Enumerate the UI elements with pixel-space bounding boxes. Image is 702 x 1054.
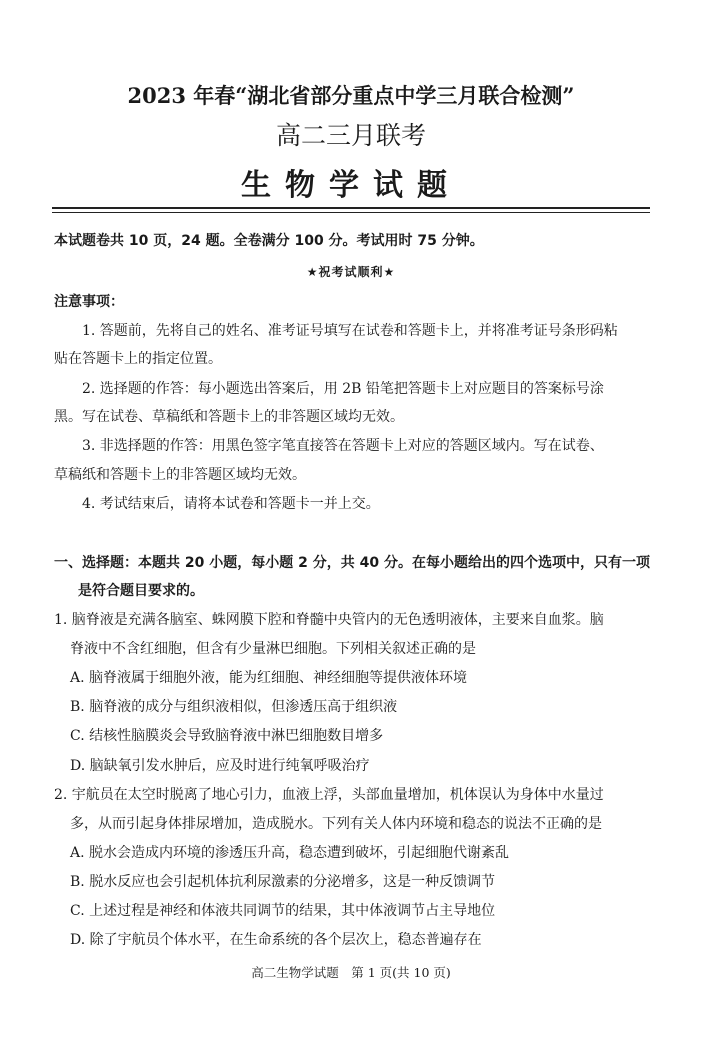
section-1-heading: 一、选择题：本题共 20 小题，每小题 2 分，共 40 分。在每小题给出的四个选项中，只有一项 bbox=[54, 555, 650, 571]
note-4: 4. 考试结束后，请将本试卷和答题卡一并上交。 bbox=[82, 496, 380, 512]
note-2-line-2: 黑。写在试卷、草稿纸和答题卡上的非答题区域均无效。 bbox=[54, 409, 404, 425]
note-2-line-1: 2. 选择题的作答：每小题选出答案后，用 2B 铅笔把答题卡上对应题目的答案标号涂 bbox=[82, 381, 604, 397]
notes-heading: 注意事项： bbox=[54, 294, 124, 310]
exam-series-title: 2023 年春“湖北省部分重点中学三月联合检测” bbox=[127, 83, 575, 108]
note-1-line-1: 1. 答题前，先将自己的姓名、准考证号填写在试卷和答题卡上，并将准考证号条形码粘 bbox=[82, 323, 618, 339]
exam-subtitle: 高二三月联考 bbox=[275, 121, 426, 150]
exam-subject-title: 生物学试题 bbox=[241, 168, 461, 203]
good-luck-note: ★祝考试顺利★ bbox=[306, 265, 396, 279]
q1-option-d: D. 脑缺氧引发水肿后，应及时进行纯氧呼吸治疗 bbox=[70, 758, 370, 774]
q2-option-a: A. 脱水会造成内环境的渗透压升高，稳态遭到破坏，引起细胞代谢紊乱 bbox=[70, 845, 510, 861]
q1-stem-line-1: 1. 脑脊液是充满各脑室、蛛网膜下腔和脊髓中央管内的无色透明液体，主要来自血浆。脑 bbox=[54, 612, 604, 628]
note-3-line-1: 3. 非选择题的作答：用黑色签字笔直接答在答题卡上对应的答题区域内。写在试卷、 bbox=[82, 438, 604, 454]
title-rule-thick bbox=[52, 207, 650, 209]
q1-option-a: A. 脑脊液属于细胞外液，能为红细胞、神经细胞等提供液体环境 bbox=[70, 670, 468, 686]
section-1-heading-cont: 是符合题目要求的。 bbox=[78, 583, 204, 599]
q2-option-d: D. 除了宇航员个体水平，在生命系统的各个层次上，稳态普遍存在 bbox=[70, 932, 482, 948]
note-1-line-2: 贴在答题卡上的指定位置。 bbox=[54, 351, 222, 367]
page-footer: 高二生物学试题 第 1 页(共 10 页) bbox=[251, 965, 451, 980]
q1-stem-line-2: 脊液中不含红细胞，但含有少量淋巴细胞。下列相关叙述正确的是 bbox=[70, 641, 476, 657]
q1-option-c: C. 结核性脑膜炎会导致脑脊液中淋巴细胞数目增多 bbox=[70, 728, 384, 744]
q2-stem-line-2: 多，从而引起身体排尿增加，造成脱水。下列有关人体内环境和稳态的说法不正确的是 bbox=[70, 816, 602, 832]
title-rule-thin bbox=[52, 212, 650, 213]
q2-option-b: B. 脱水反应也会引起机体抗利尿激素的分泌增多，这是一种反馈调节 bbox=[70, 874, 496, 890]
exam-intro: 本试题卷共 10 页，24 题。全卷满分 100 分。考试用时 75 分钟。 bbox=[54, 233, 484, 249]
q1-option-b: B. 脑脊液的成分与组织液相似，但渗透压高于组织液 bbox=[70, 699, 398, 715]
q2-stem-line-1: 2. 宇航员在太空时脱离了地心引力，血液上浮，头部血量增加，机体误认为身体中水量过 bbox=[54, 787, 604, 803]
q2-option-c: C. 上述过程是神经和体液共同调节的结果，其中体液调节占主导地位 bbox=[70, 903, 496, 919]
note-3-line-2: 草稿纸和答题卡上的非答题区域均无效。 bbox=[54, 467, 306, 483]
